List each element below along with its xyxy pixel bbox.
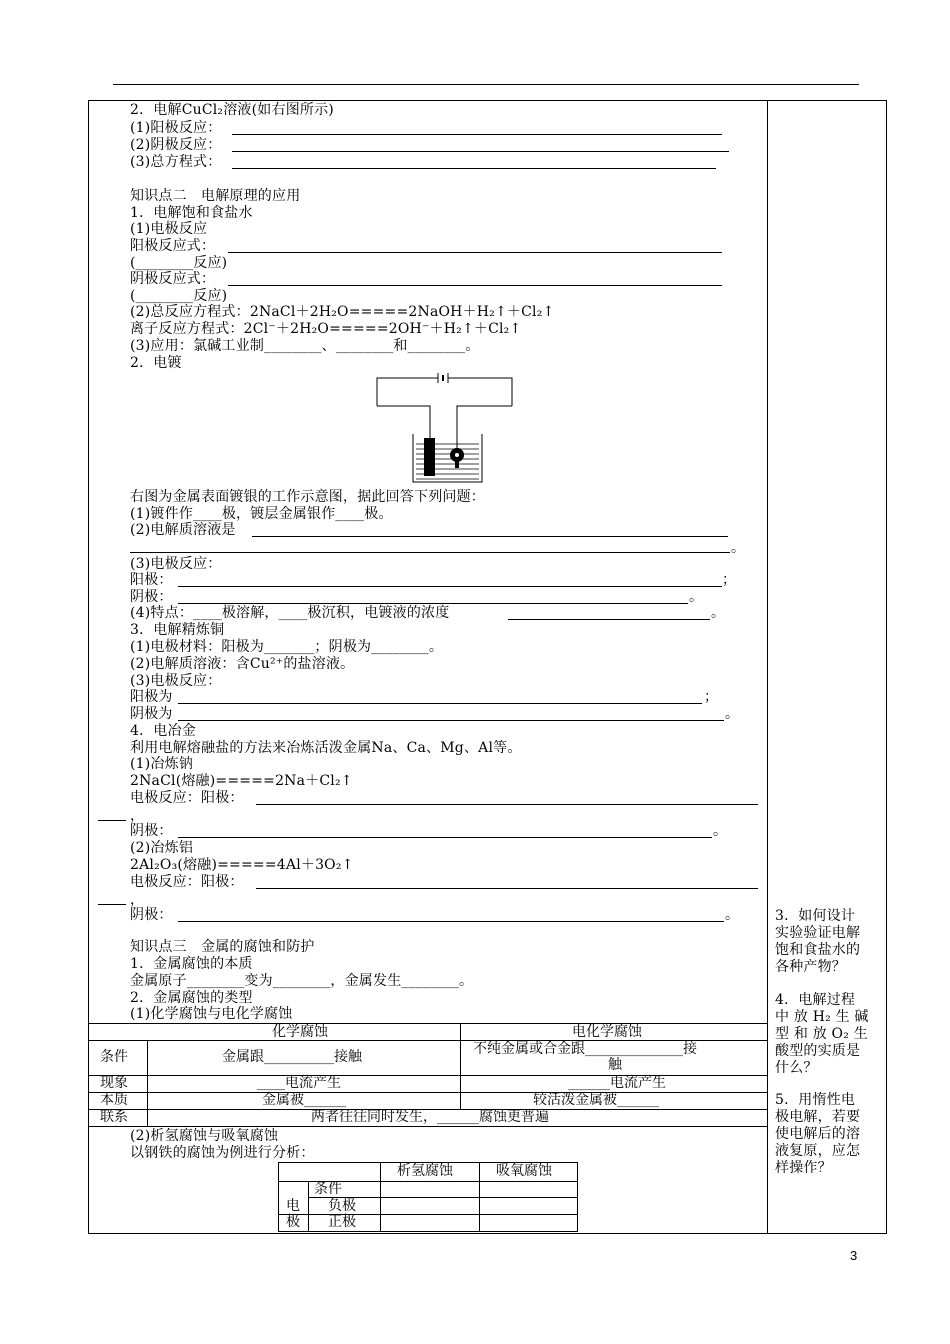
period-mark: 。 xyxy=(725,706,740,722)
hydrogen-oxygen-heading: (2)析氢腐蚀与吸氧腐蚀 xyxy=(130,1128,279,1144)
cucl2-title: 2．电解CuCl₂溶液(如右图所示) xyxy=(130,102,334,118)
refining-q3: (3)电极反应： xyxy=(130,673,222,689)
answer-blank[interactable] xyxy=(178,586,722,587)
subheading-plating: 2．电镀 xyxy=(130,355,182,371)
condition-electrochemical: 不纯金属或合金跟______________接 xyxy=(473,1041,697,1057)
period-mark: 。 xyxy=(711,605,726,621)
row-label-positive: 正极 xyxy=(328,1214,356,1230)
anode-eq-label: 阳极反应式： xyxy=(130,238,216,254)
answer-blank[interactable] xyxy=(178,703,702,704)
subheading-brine: 1．电解饱和食盐水 xyxy=(130,205,253,221)
sodium-anode-label: 电极反应：阳极： xyxy=(130,790,244,806)
anode-type-line: (________反应) xyxy=(130,255,228,271)
cathode-type-line: (________反应) xyxy=(130,288,228,304)
corrosion-types-heading: 2．金属腐蚀的类型 xyxy=(130,990,253,1006)
corrosion-essence-heading: 1．金属腐蚀的本质 xyxy=(130,956,253,972)
plating-q3-label: (3)电极反应： xyxy=(130,556,222,572)
row-label-relation: 联系 xyxy=(100,1109,128,1125)
answer-blank[interactable] xyxy=(178,837,712,838)
silver-anode xyxy=(424,438,435,476)
phenomenon-chemical: ____电流产生 xyxy=(257,1075,341,1091)
period-mark: 。 xyxy=(731,540,746,556)
sidebar-question-3: 3．如何设计 实验验证电解 饱和食盐水的 各种产物？ xyxy=(775,908,861,975)
header-rule xyxy=(113,84,859,85)
comma-mark: ， xyxy=(130,892,145,908)
answer-blank[interactable] xyxy=(178,603,688,604)
sidebar-question-5: 5．用惰性电 极电解，若要 使电解后的溶 液复原，应怎 样操作？ xyxy=(775,1092,861,1176)
corrosion-essence: 金属原子________变为________，金属发生________。 xyxy=(130,973,474,989)
answer-blank[interactable] xyxy=(178,720,724,721)
answer-blank[interactable] xyxy=(232,168,716,169)
period-mark: 。 xyxy=(713,823,728,839)
row-label-condition: 条件 xyxy=(314,1181,342,1197)
sidebar-question-4: 4．电解过程 中 放 H₂ 生 碱 型 和 放 O₂ 生 酸型的实质是 什么？ xyxy=(775,992,869,1076)
sodium-equation: 2NaCl(熔融)=====2Na＋Cl₂↑ xyxy=(130,773,353,789)
sodium-heading: (1)冶炼钠 xyxy=(130,756,194,772)
row-label-essence: 本质 xyxy=(100,1092,128,1108)
refining-cathode-label: 阴极为 xyxy=(130,706,173,722)
aluminum-anode-label: 电极反应：阳极： xyxy=(130,874,244,890)
aluminum-heading: (2)冶炼铝 xyxy=(130,840,194,856)
cucl2-anode-label: (1)阳极反应： xyxy=(130,120,222,136)
answer-blank[interactable] xyxy=(252,536,728,537)
row-label-electrode-2: 极 xyxy=(286,1214,300,1230)
plating-q2-label: (2)电解质溶液是 xyxy=(130,522,236,538)
phenomenon-electrochemical: ______电流产生 xyxy=(568,1075,666,1091)
answer-blank[interactable] xyxy=(232,134,722,135)
answer-blank[interactable] xyxy=(256,888,758,889)
essence-chemical: 金属被______ xyxy=(262,1092,346,1108)
row-label-electrode-1: 电 xyxy=(286,1198,300,1214)
sodium-cathode-label: 阴极： xyxy=(130,823,173,839)
electrode-reaction-label: (1)电极反应 xyxy=(130,221,208,237)
aluminum-equation: 2Al₂O₃(熔融)=====4Al＋3O₂↑ xyxy=(130,857,354,873)
semicolon-mark: ； xyxy=(704,689,719,705)
refining-anode-label: 阳极为 xyxy=(130,689,173,705)
col-head-chemical: 化学腐蚀 xyxy=(272,1024,328,1040)
answer-blank[interactable] xyxy=(130,552,730,553)
period-mark: 。 xyxy=(725,907,740,923)
plating-intro: 右图为金属表面镀银的工作示意图，据此回答下列问题： xyxy=(130,489,485,505)
semicolon-mark: ； xyxy=(722,572,737,588)
refining-q2: (2)电解质溶液：含Cu²⁺的盐溶液。 xyxy=(130,656,355,672)
row-label-negative: 负极 xyxy=(328,1198,356,1214)
relation-text: 两者往往同时发生，______腐蚀更普遍 xyxy=(311,1109,549,1125)
cucl2-total-label: (3)总方程式： xyxy=(130,154,222,170)
plating-q4: (4)特点：____极溶解，____极沉积，电镀液的浓度 xyxy=(130,605,450,621)
comma-mark: ， xyxy=(130,808,145,824)
sidebar-divider xyxy=(767,100,768,1234)
col-head-oxygen: 吸氧腐蚀 xyxy=(496,1163,552,1179)
ionic-equation: 离子反应方程式：2Cl⁻＋2H₂O=====2OH⁻＋H₂↑＋Cl₂↑ xyxy=(130,321,522,337)
total-equation: (2)总反应方程式：2NaCl＋2H₂O=====2NaOH＋H₂↑＋Cl₂↑ xyxy=(130,304,555,320)
col-head-electrochemical: 电化学腐蚀 xyxy=(572,1024,642,1040)
plating-q1: (1)镀件作____极，镀层金属银作____极。 xyxy=(130,506,393,522)
subheading-metallurgy: 4．电冶金 xyxy=(130,723,196,739)
subheading-refining: 3．电解精炼铜 xyxy=(130,622,225,638)
section-heading-2: 知识点二 电解原理的应用 xyxy=(130,188,301,204)
chem-vs-electrochem-heading: (1)化学腐蚀与电化学腐蚀 xyxy=(130,1006,293,1022)
col-head-hydrogen: 析氢腐蚀 xyxy=(397,1163,453,1179)
answer-blank[interactable] xyxy=(98,904,126,905)
answer-blank[interactable] xyxy=(228,285,722,286)
answer-blank[interactable] xyxy=(228,252,722,253)
plating-cathode-label: 阴极： xyxy=(130,589,173,605)
cucl2-cathode-label: (2)阴极反应： xyxy=(130,137,222,153)
application-line: (3)应用：氯碱工业制________、________和________。 xyxy=(130,338,480,354)
row-label-phenomenon: 现象 xyxy=(100,1075,128,1091)
condition-electrochemical-cont: 触 xyxy=(608,1057,622,1073)
answer-blank[interactable] xyxy=(256,804,758,805)
plating-anode-label: 阳极： xyxy=(130,572,173,588)
row-label-condition: 条件 xyxy=(100,1049,128,1065)
answer-blank[interactable] xyxy=(232,151,729,152)
section-heading-3: 知识点三 金属的腐蚀和防护 xyxy=(130,939,315,955)
aluminum-cathode-label: 阴极： xyxy=(130,907,173,923)
refining-q1: (1)电极材料：阳极为_______；阴极为________。 xyxy=(130,639,444,655)
answer-blank[interactable] xyxy=(98,820,126,821)
period-mark: 。 xyxy=(689,589,704,605)
essence-electrochemical: 较活泼金属被______ xyxy=(533,1092,659,1108)
electroplating-diagram xyxy=(372,372,520,488)
answer-blank[interactable] xyxy=(508,619,710,620)
condition-chemical: 金属跟__________接触 xyxy=(222,1049,362,1065)
page-number: 3 xyxy=(850,1248,858,1263)
answer-blank[interactable] xyxy=(178,921,724,922)
metallurgy-intro: 利用电解熔融盐的方法来冶炼活泼金属Na、Ca、Mg、Al等。 xyxy=(130,740,522,756)
cathode-eq-label: 阴极反应式： xyxy=(130,271,216,287)
steel-intro: 以钢铁的腐蚀为例进行分析： xyxy=(130,1145,315,1161)
